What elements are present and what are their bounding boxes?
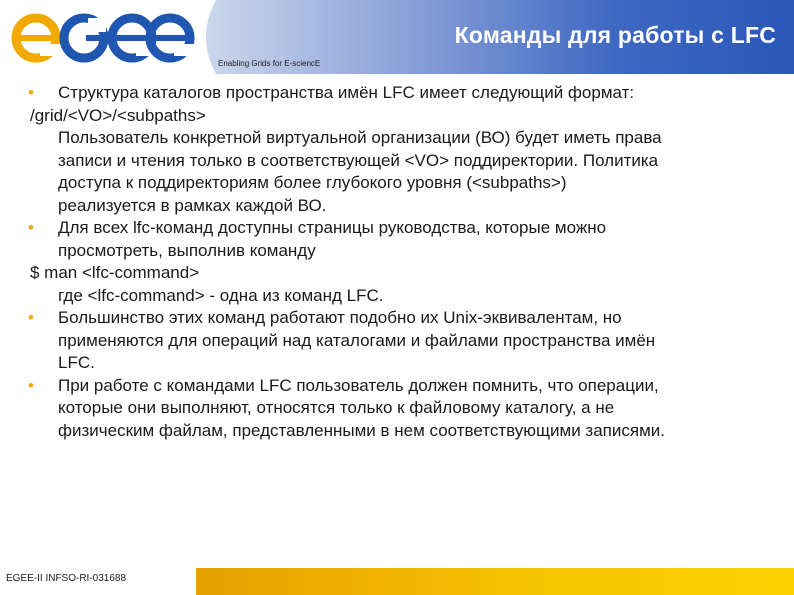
bullet-text: [28, 375, 780, 443]
text-line: LFC.: [58, 353, 95, 372]
bullet-text: [28, 217, 780, 262]
text-line: реализуется в рамках каждой ВО.: [58, 195, 327, 215]
bullet-icon: •: [28, 83, 34, 102]
slide-content: [28, 82, 780, 442]
tagline: Enabling Grids for E-sciencE: [218, 59, 321, 68]
text-line: физическим файлам, представленными в нем соответствующими записями.: [58, 420, 665, 440]
text-line: записи и чтения только в соответствующей <VO> поддиректории. Политика: [58, 150, 659, 170]
text-line: доступа к поддиректориям более глубокого уровня (<subpaths>): [58, 173, 567, 192]
egee-logo-icon: [0, 0, 196, 74]
text-line: Большинство этих команд работают подобно их Unix-эквивалентам, но: [58, 308, 622, 327]
text-line: При работе с командами LFC пользователь должен помнить, что операции,: [58, 375, 659, 395]
bullet-text: Структура каталогов пространства имён LFC имеет следующий формат:: [58, 83, 635, 102]
bullet-icon: •: [28, 218, 34, 237]
egee-logo: [0, 0, 196, 74]
bullet-item: [28, 82, 780, 105]
paragraph: где <lfc-command> - одна из команд LFC.: [58, 285, 384, 305]
header: [0, 0, 794, 74]
footer-text: EGEE-II INFSO-RI-031688: [6, 573, 127, 584]
bullet-icon: •: [28, 375, 34, 395]
path-format: /grid/<VO>/<subpaths>: [30, 105, 206, 125]
command-example: $ man <lfc-command>: [30, 263, 200, 282]
bullet-icon: •: [28, 308, 34, 327]
bullet-item: [28, 217, 780, 262]
text-line: Для всех lfc-команд доступны страницы руководства, которые можно: [58, 218, 607, 237]
text-line: Пользователь конкретной виртуальной организации (ВО) будет иметь права: [58, 128, 662, 147]
paragraph: [28, 127, 780, 217]
text-line: применяются для операций над каталогами и файлами пространства имён: [58, 330, 656, 350]
bullet-item: [28, 307, 780, 375]
bullet-text: [28, 307, 780, 375]
page-title: Команды для работы с LFC: [454, 22, 776, 48]
text-line: просмотреть, выполнив команду: [58, 240, 316, 260]
bullet-item: [28, 375, 780, 443]
text-line: которые они выполняют, относятся только к файловому каталогу, а не: [58, 398, 615, 417]
